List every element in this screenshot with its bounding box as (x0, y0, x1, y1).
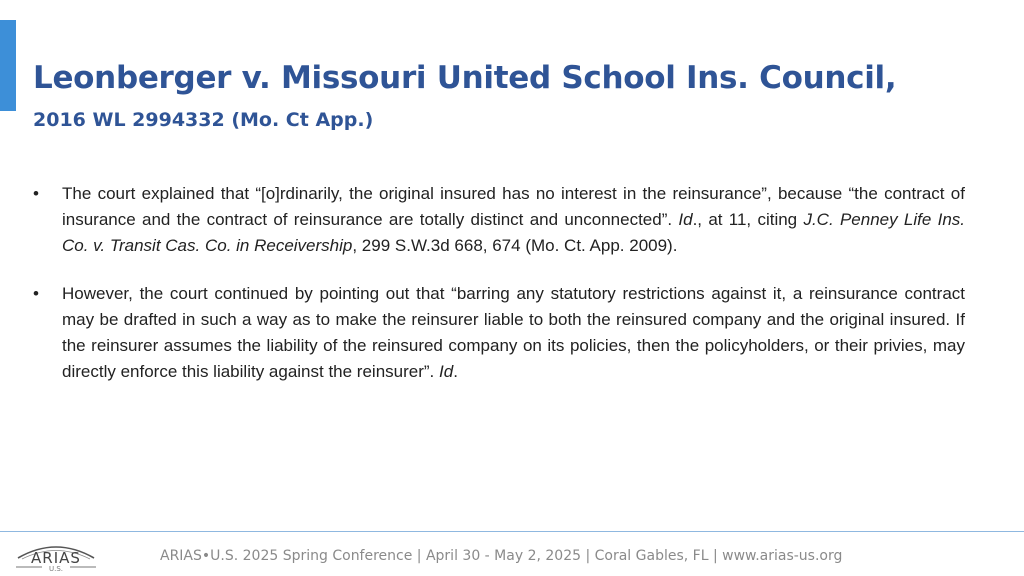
bullet-item (30, 181, 965, 259)
bullet-text: ., at 11, citing (692, 210, 804, 229)
slide-title: Leonberger v. Missouri United School Ins. Council, (33, 60, 897, 96)
slide-subtitle: 2016 WL 2994332 (Mo. Ct App.) (33, 109, 374, 131)
accent-bar (0, 20, 16, 111)
footer-divider (0, 531, 1024, 532)
citation-id: Id (439, 362, 454, 381)
logo-text: ARIAS (31, 549, 81, 567)
bullet-icon: • (33, 284, 39, 303)
arias-logo (12, 538, 100, 574)
footer-text: ARIAS•U.S. 2025 Spring Conference | April 30 - May 2, 2025 | Coral Gables, FL | www.arias-us.org (160, 548, 843, 564)
bullet-text: . (453, 362, 458, 381)
bullet-list (30, 181, 965, 407)
logo-subtext: U.S. (48, 565, 64, 573)
citation-id: Id (678, 210, 693, 229)
bullet-item (30, 281, 965, 385)
bullet-icon: • (33, 184, 39, 203)
case-citation: J.C. Penney Life Ins. Co. v. Transit Cas. Co. in Receivership (62, 210, 966, 255)
bullet-text: , 299 S.W.3d 668, 674 (Mo. Ct. App. 2009). (352, 236, 678, 255)
bullet-text: However, the court continued by pointing out that “barring any statutory restrictions against it, a reinsurance contract may be drafted in such a way as to make the reinsurer liable to both the reinsured company and the original insured. If the reinsurer assumes the liability of the reinsured company on its policies, then the policyholders, or their privies, may directly enforce this liability against the reinsurer”. (62, 284, 965, 381)
bullet-text: The court explained that “[o]rdinarily, the original insured has no interest in the reinsurance”, because “the contract of insurance and the contract of reinsurance are totally distinct and unconnected”. (62, 184, 965, 229)
